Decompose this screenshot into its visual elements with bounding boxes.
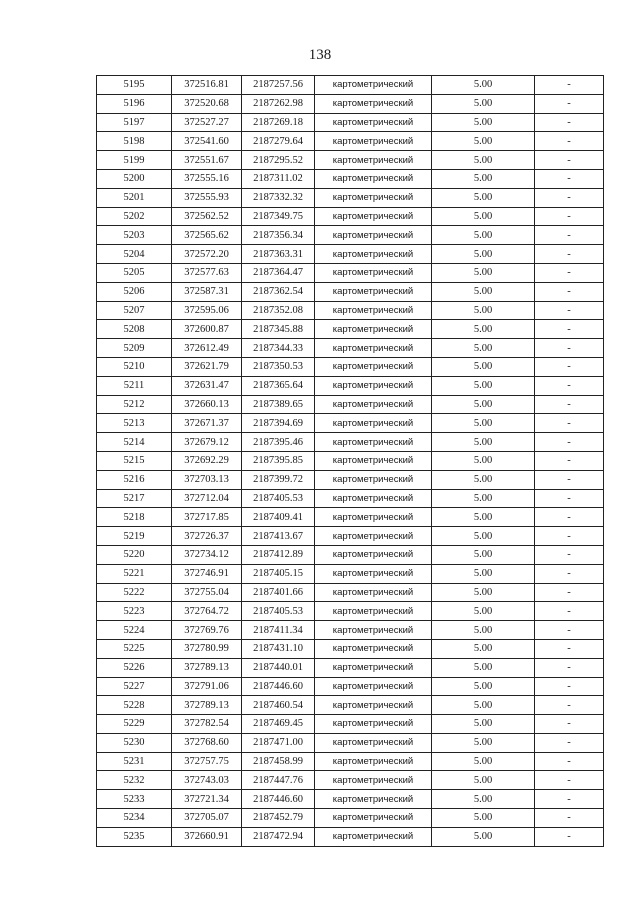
- y-coordinate-cell: 2187279.64: [242, 132, 315, 151]
- dash-cell: -: [535, 169, 604, 188]
- accuracy-cell: 5.00: [432, 771, 535, 790]
- y-coordinate-cell: 2187311.02: [242, 169, 315, 188]
- method-cell: картометрический: [315, 508, 432, 527]
- method-cell: картометрический: [315, 621, 432, 640]
- accuracy-cell: 5.00: [432, 602, 535, 621]
- accuracy-cell: 5.00: [432, 790, 535, 809]
- x-coordinate-cell: 372734.12: [172, 545, 242, 564]
- accuracy-cell: 5.00: [432, 76, 535, 95]
- accuracy-cell: 5.00: [432, 132, 535, 151]
- table-row: [97, 263, 604, 282]
- table-row: [97, 320, 604, 339]
- accuracy-cell: 5.00: [432, 188, 535, 207]
- y-coordinate-cell: 2187295.52: [242, 151, 315, 170]
- x-coordinate-cell: 372789.13: [172, 658, 242, 677]
- x-coordinate-cell: 372612.49: [172, 339, 242, 358]
- table-row: [97, 433, 604, 452]
- y-coordinate-cell: 2187349.75: [242, 207, 315, 226]
- table-row: [97, 132, 604, 151]
- dash-cell: -: [535, 545, 604, 564]
- y-coordinate-cell: 2187452.79: [242, 809, 315, 828]
- method-cell: картометрический: [315, 245, 432, 264]
- y-coordinate-cell: 2187332.32: [242, 188, 315, 207]
- dash-cell: -: [535, 564, 604, 583]
- dash-cell: -: [535, 470, 604, 489]
- x-coordinate-cell: 372755.04: [172, 583, 242, 602]
- dash-cell: -: [535, 677, 604, 696]
- table-row: [97, 752, 604, 771]
- method-cell: картометрический: [315, 207, 432, 226]
- x-coordinate-cell: 372600.87: [172, 320, 242, 339]
- point-number-cell: 5206: [97, 282, 172, 301]
- dash-cell: -: [535, 809, 604, 828]
- method-cell: картометрический: [315, 263, 432, 282]
- point-number-cell: 5214: [97, 433, 172, 452]
- table-row: [97, 809, 604, 828]
- accuracy-cell: 5.00: [432, 545, 535, 564]
- method-cell: картометрический: [315, 527, 432, 546]
- accuracy-cell: 5.00: [432, 245, 535, 264]
- method-cell: картометрический: [315, 752, 432, 771]
- method-cell: картометрический: [315, 132, 432, 151]
- method-cell: картометрический: [315, 771, 432, 790]
- dash-cell: -: [535, 357, 604, 376]
- table-row: [97, 771, 604, 790]
- x-coordinate-cell: 372726.37: [172, 527, 242, 546]
- x-coordinate-cell: 372631.47: [172, 376, 242, 395]
- y-coordinate-cell: 2187389.65: [242, 395, 315, 414]
- dash-cell: -: [535, 658, 604, 677]
- x-coordinate-cell: 372712.04: [172, 489, 242, 508]
- method-cell: картометрический: [315, 395, 432, 414]
- x-coordinate-cell: 372679.12: [172, 433, 242, 452]
- x-coordinate-cell: 372555.16: [172, 169, 242, 188]
- y-coordinate-cell: 2187262.98: [242, 94, 315, 113]
- table-body: [97, 76, 604, 847]
- coordinates-table: [96, 75, 604, 847]
- y-coordinate-cell: 2187411.34: [242, 621, 315, 640]
- point-number-cell: 5232: [97, 771, 172, 790]
- point-number-cell: 5210: [97, 357, 172, 376]
- method-cell: картометрический: [315, 113, 432, 132]
- y-coordinate-cell: 2187394.69: [242, 414, 315, 433]
- point-number-cell: 5233: [97, 790, 172, 809]
- point-number-cell: 5217: [97, 489, 172, 508]
- y-coordinate-cell: 2187431.10: [242, 639, 315, 658]
- method-cell: картометрический: [315, 376, 432, 395]
- method-cell: картометрический: [315, 470, 432, 489]
- method-cell: картометрический: [315, 188, 432, 207]
- method-cell: картометрический: [315, 583, 432, 602]
- method-cell: картометрический: [315, 451, 432, 470]
- x-coordinate-cell: 372671.37: [172, 414, 242, 433]
- x-coordinate-cell: 372746.91: [172, 564, 242, 583]
- table-row: [97, 677, 604, 696]
- point-number-cell: 5202: [97, 207, 172, 226]
- point-number-cell: 5197: [97, 113, 172, 132]
- table-row: [97, 470, 604, 489]
- table-row: [97, 113, 604, 132]
- y-coordinate-cell: 2187350.53: [242, 357, 315, 376]
- x-coordinate-cell: 372721.34: [172, 790, 242, 809]
- y-coordinate-cell: 2187345.88: [242, 320, 315, 339]
- method-cell: картометрический: [315, 151, 432, 170]
- y-coordinate-cell: 2187471.00: [242, 733, 315, 752]
- y-coordinate-cell: 2187363.31: [242, 245, 315, 264]
- method-cell: картометрический: [315, 301, 432, 320]
- y-coordinate-cell: 2187344.33: [242, 339, 315, 358]
- x-coordinate-cell: 372768.60: [172, 733, 242, 752]
- x-coordinate-cell: 372717.85: [172, 508, 242, 527]
- dash-cell: -: [535, 583, 604, 602]
- y-coordinate-cell: 2187365.64: [242, 376, 315, 395]
- point-number-cell: 5234: [97, 809, 172, 828]
- dash-cell: -: [535, 696, 604, 715]
- point-number-cell: 5208: [97, 320, 172, 339]
- table-row: [97, 188, 604, 207]
- point-number-cell: 5213: [97, 414, 172, 433]
- method-cell: картометрический: [315, 715, 432, 734]
- accuracy-cell: 5.00: [432, 489, 535, 508]
- point-number-cell: 5216: [97, 470, 172, 489]
- dash-cell: -: [535, 132, 604, 151]
- table-row: [97, 94, 604, 113]
- y-coordinate-cell: 2187399.72: [242, 470, 315, 489]
- x-coordinate-cell: 372577.63: [172, 263, 242, 282]
- point-number-cell: 5196: [97, 94, 172, 113]
- y-coordinate-cell: 2187447.76: [242, 771, 315, 790]
- accuracy-cell: 5.00: [432, 207, 535, 226]
- table-row: [97, 715, 604, 734]
- dash-cell: -: [535, 76, 604, 95]
- y-coordinate-cell: 2187401.66: [242, 583, 315, 602]
- point-number-cell: 5204: [97, 245, 172, 264]
- dash-cell: -: [535, 188, 604, 207]
- accuracy-cell: 5.00: [432, 169, 535, 188]
- accuracy-cell: 5.00: [432, 809, 535, 828]
- dash-cell: -: [535, 282, 604, 301]
- method-cell: картометрический: [315, 809, 432, 828]
- table-row: [97, 376, 604, 395]
- table-row: [97, 621, 604, 640]
- accuracy-cell: 5.00: [432, 414, 535, 433]
- point-number-cell: 5222: [97, 583, 172, 602]
- method-cell: картометрический: [315, 790, 432, 809]
- table-row: [97, 151, 604, 170]
- dash-cell: -: [535, 433, 604, 452]
- point-number-cell: 5230: [97, 733, 172, 752]
- page-number: 138: [308, 47, 332, 63]
- y-coordinate-cell: 2187469.45: [242, 715, 315, 734]
- table-row: [97, 639, 604, 658]
- method-cell: картометрический: [315, 639, 432, 658]
- method-cell: картометрический: [315, 827, 432, 846]
- method-cell: картометрический: [315, 339, 432, 358]
- dash-cell: -: [535, 151, 604, 170]
- dash-cell: -: [535, 489, 604, 508]
- method-cell: картометрический: [315, 94, 432, 113]
- accuracy-cell: 5.00: [432, 433, 535, 452]
- method-cell: картометрический: [315, 357, 432, 376]
- method-cell: картометрический: [315, 320, 432, 339]
- table-row: [97, 169, 604, 188]
- accuracy-cell: 5.00: [432, 339, 535, 358]
- point-number-cell: 5235: [97, 827, 172, 846]
- y-coordinate-cell: 2187405.53: [242, 489, 315, 508]
- x-coordinate-cell: 372520.68: [172, 94, 242, 113]
- table-row: [97, 282, 604, 301]
- point-number-cell: 5207: [97, 301, 172, 320]
- point-number-cell: 5226: [97, 658, 172, 677]
- accuracy-cell: 5.00: [432, 564, 535, 583]
- x-coordinate-cell: 372705.07: [172, 809, 242, 828]
- table-row: [97, 357, 604, 376]
- table-row: [97, 395, 604, 414]
- x-coordinate-cell: 372621.79: [172, 357, 242, 376]
- dash-cell: -: [535, 790, 604, 809]
- table-row: [97, 545, 604, 564]
- table-row: [97, 301, 604, 320]
- point-number-cell: 5200: [97, 169, 172, 188]
- dash-cell: -: [535, 263, 604, 282]
- x-coordinate-cell: 372703.13: [172, 470, 242, 489]
- point-number-cell: 5221: [97, 564, 172, 583]
- method-cell: картометрический: [315, 226, 432, 245]
- method-cell: картометрический: [315, 733, 432, 752]
- method-cell: картометрический: [315, 696, 432, 715]
- x-coordinate-cell: 372541.60: [172, 132, 242, 151]
- table-row: [97, 226, 604, 245]
- point-number-cell: 5229: [97, 715, 172, 734]
- dash-cell: -: [535, 226, 604, 245]
- table-row: [97, 696, 604, 715]
- point-number-cell: 5211: [97, 376, 172, 395]
- accuracy-cell: 5.00: [432, 752, 535, 771]
- point-number-cell: 5223: [97, 602, 172, 621]
- y-coordinate-cell: 2187460.54: [242, 696, 315, 715]
- method-cell: картометрический: [315, 602, 432, 621]
- accuracy-cell: 5.00: [432, 94, 535, 113]
- dash-cell: -: [535, 733, 604, 752]
- accuracy-cell: 5.00: [432, 282, 535, 301]
- y-coordinate-cell: 2187405.15: [242, 564, 315, 583]
- method-cell: картометрический: [315, 169, 432, 188]
- accuracy-cell: 5.00: [432, 639, 535, 658]
- accuracy-cell: 5.00: [432, 470, 535, 489]
- point-number-cell: 5212: [97, 395, 172, 414]
- accuracy-cell: 5.00: [432, 113, 535, 132]
- dash-cell: -: [535, 376, 604, 395]
- y-coordinate-cell: 2187356.34: [242, 226, 315, 245]
- dash-cell: -: [535, 621, 604, 640]
- y-coordinate-cell: 2187412.89: [242, 545, 315, 564]
- point-number-cell: 5205: [97, 263, 172, 282]
- point-number-cell: 5224: [97, 621, 172, 640]
- point-number-cell: 5218: [97, 508, 172, 527]
- table-row: [97, 527, 604, 546]
- dash-cell: -: [535, 301, 604, 320]
- y-coordinate-cell: 2187364.47: [242, 263, 315, 282]
- x-coordinate-cell: 372791.06: [172, 677, 242, 696]
- y-coordinate-cell: 2187472.94: [242, 827, 315, 846]
- accuracy-cell: 5.00: [432, 715, 535, 734]
- dash-cell: -: [535, 715, 604, 734]
- point-number-cell: 5219: [97, 527, 172, 546]
- point-number-cell: 5220: [97, 545, 172, 564]
- accuracy-cell: 5.00: [432, 583, 535, 602]
- x-coordinate-cell: 372789.13: [172, 696, 242, 715]
- dash-cell: -: [535, 395, 604, 414]
- point-number-cell: 5195: [97, 76, 172, 95]
- accuracy-cell: 5.00: [432, 301, 535, 320]
- dash-cell: -: [535, 527, 604, 546]
- point-number-cell: 5203: [97, 226, 172, 245]
- accuracy-cell: 5.00: [432, 376, 535, 395]
- dash-cell: -: [535, 207, 604, 226]
- table-row: [97, 414, 604, 433]
- method-cell: картометрический: [315, 564, 432, 583]
- table-row: [97, 207, 604, 226]
- y-coordinate-cell: 2187458.99: [242, 752, 315, 771]
- y-coordinate-cell: 2187440.01: [242, 658, 315, 677]
- x-coordinate-cell: 372595.06: [172, 301, 242, 320]
- x-coordinate-cell: 372572.20: [172, 245, 242, 264]
- point-number-cell: 5198: [97, 132, 172, 151]
- accuracy-cell: 5.00: [432, 395, 535, 414]
- table-row: [97, 827, 604, 846]
- point-number-cell: 5199: [97, 151, 172, 170]
- method-cell: картометрический: [315, 677, 432, 696]
- x-coordinate-cell: 372527.27: [172, 113, 242, 132]
- point-number-cell: 5209: [97, 339, 172, 358]
- table-row: [97, 658, 604, 677]
- method-cell: картометрический: [315, 282, 432, 301]
- method-cell: картометрический: [315, 414, 432, 433]
- method-cell: картометрический: [315, 545, 432, 564]
- accuracy-cell: 5.00: [432, 263, 535, 282]
- x-coordinate-cell: 372692.29: [172, 451, 242, 470]
- accuracy-cell: 5.00: [432, 621, 535, 640]
- method-cell: картометрический: [315, 76, 432, 95]
- y-coordinate-cell: 2187352.08: [242, 301, 315, 320]
- dash-cell: -: [535, 602, 604, 621]
- dash-cell: -: [535, 752, 604, 771]
- x-coordinate-cell: 372555.93: [172, 188, 242, 207]
- x-coordinate-cell: 372769.76: [172, 621, 242, 640]
- x-coordinate-cell: 372565.62: [172, 226, 242, 245]
- method-cell: картометрический: [315, 658, 432, 677]
- point-number-cell: 5201: [97, 188, 172, 207]
- accuracy-cell: 5.00: [432, 733, 535, 752]
- y-coordinate-cell: 2187395.85: [242, 451, 315, 470]
- y-coordinate-cell: 2187362.54: [242, 282, 315, 301]
- dash-cell: -: [535, 245, 604, 264]
- x-coordinate-cell: 372764.72: [172, 602, 242, 621]
- table-row: [97, 489, 604, 508]
- table-row: [97, 451, 604, 470]
- point-number-cell: 5225: [97, 639, 172, 658]
- point-number-cell: 5215: [97, 451, 172, 470]
- point-number-cell: 5227: [97, 677, 172, 696]
- dash-cell: -: [535, 320, 604, 339]
- y-coordinate-cell: 2187269.18: [242, 113, 315, 132]
- dash-cell: -: [535, 339, 604, 358]
- y-coordinate-cell: 2187257.56: [242, 76, 315, 95]
- point-number-cell: 5228: [97, 696, 172, 715]
- table-row: [97, 339, 604, 358]
- table-row: [97, 245, 604, 264]
- table-row: [97, 76, 604, 95]
- x-coordinate-cell: 372562.52: [172, 207, 242, 226]
- accuracy-cell: 5.00: [432, 677, 535, 696]
- x-coordinate-cell: 372743.03: [172, 771, 242, 790]
- accuracy-cell: 5.00: [432, 320, 535, 339]
- table-row: [97, 564, 604, 583]
- x-coordinate-cell: 372782.54: [172, 715, 242, 734]
- method-cell: картометрический: [315, 489, 432, 508]
- table-row: [97, 508, 604, 527]
- y-coordinate-cell: 2187395.46: [242, 433, 315, 452]
- accuracy-cell: 5.00: [432, 508, 535, 527]
- dash-cell: -: [535, 113, 604, 132]
- dash-cell: -: [535, 771, 604, 790]
- dash-cell: -: [535, 639, 604, 658]
- y-coordinate-cell: 2187413.67: [242, 527, 315, 546]
- table-row: [97, 583, 604, 602]
- point-number-cell: 5231: [97, 752, 172, 771]
- accuracy-cell: 5.00: [432, 357, 535, 376]
- x-coordinate-cell: 372551.67: [172, 151, 242, 170]
- table-row: [97, 733, 604, 752]
- dash-cell: -: [535, 94, 604, 113]
- accuracy-cell: 5.00: [432, 827, 535, 846]
- y-coordinate-cell: 2187409.41: [242, 508, 315, 527]
- x-coordinate-cell: 372660.13: [172, 395, 242, 414]
- dash-cell: -: [535, 451, 604, 470]
- y-coordinate-cell: 2187446.60: [242, 790, 315, 809]
- accuracy-cell: 5.00: [432, 226, 535, 245]
- accuracy-cell: 5.00: [432, 527, 535, 546]
- x-coordinate-cell: 372587.31: [172, 282, 242, 301]
- dash-cell: -: [535, 827, 604, 846]
- x-coordinate-cell: 372516.81: [172, 76, 242, 95]
- method-cell: картометрический: [315, 433, 432, 452]
- x-coordinate-cell: 372780.99: [172, 639, 242, 658]
- dash-cell: -: [535, 508, 604, 527]
- table-row: [97, 602, 604, 621]
- y-coordinate-cell: 2187446.60: [242, 677, 315, 696]
- x-coordinate-cell: 372757.75: [172, 752, 242, 771]
- accuracy-cell: 5.00: [432, 151, 535, 170]
- accuracy-cell: 5.00: [432, 658, 535, 677]
- y-coordinate-cell: 2187405.53: [242, 602, 315, 621]
- dash-cell: -: [535, 414, 604, 433]
- x-coordinate-cell: 372660.91: [172, 827, 242, 846]
- accuracy-cell: 5.00: [432, 696, 535, 715]
- table-row: [97, 790, 604, 809]
- accuracy-cell: 5.00: [432, 451, 535, 470]
